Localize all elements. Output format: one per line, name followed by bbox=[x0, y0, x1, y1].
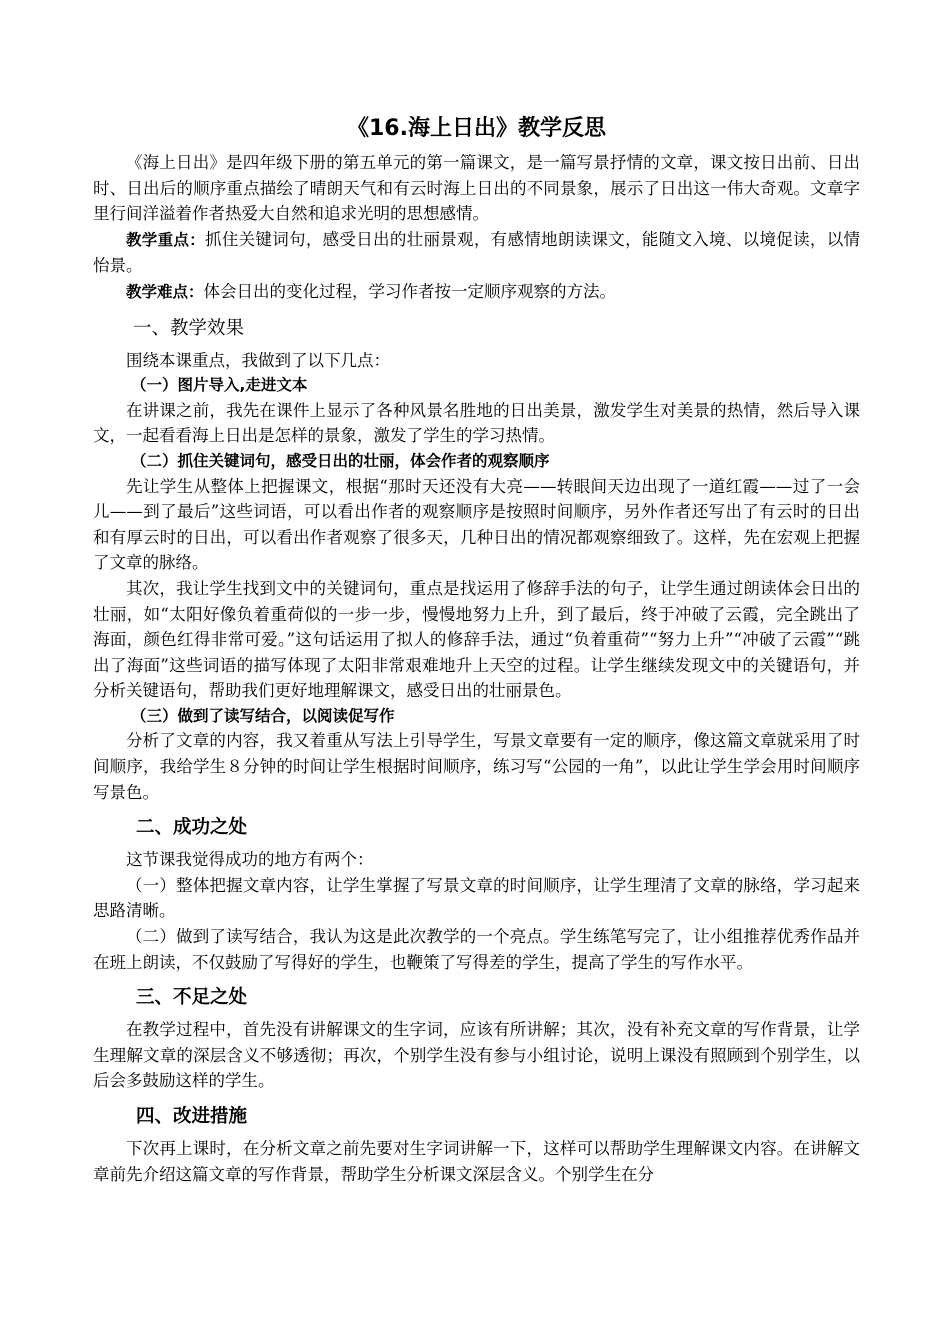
section1-lead: 围绕本课重点，我做到了以下几点： bbox=[126, 350, 390, 370]
difficult-point-text: 体会日出的变化过程，学习作者按一定顺序观察的方法。 bbox=[203, 281, 617, 301]
section3-text: 在教学过程中，首先没有讲解课文的生字词，应该有所讲解；其次，没有补充文章的写作背景，让学生理解文章的深层含义不够透彻；再次，个别学生没有参与小组讨论，说明上课没有照顾到个别学生，以后会多鼓励这样的学生。 bbox=[93, 1020, 860, 1091]
section2-item2: （二）做到了读写结合，我认为这是此次教学的一个亮点。学生练笔写完了，让小组推荐优秀作品并在班上朗读，不仅鼓励了写得好的学生，也鞭策了写得差的学生，提高了学生的写作水平。 bbox=[93, 927, 860, 972]
section2-lead: 这节课我觉得成功的地方有两个： bbox=[126, 850, 374, 870]
section1-sub1-text: 在讲课之前，我先在课件上显示了各种风景名胜地的日出美景，激发学生对美景的热情，然后导入课文，一起看看海上日出是怎样的景象，激发了学生的学习热情。 bbox=[93, 400, 860, 446]
section1-sub3-text: 分析了文章的内容，我又着重从写法上引导学生，写景文章要有一定的顺序，像这篇文章就采用了时间顺序，我给学生８分钟的时间让学生根据时间顺序，练习写“公园的一角”，以此让学生学会用时间顺序写景色。 bbox=[93, 731, 860, 802]
section-heading-shortcomings: 三、不足之处 bbox=[136, 987, 248, 1009]
section1-sub3-title: （三）做到了读写结合，以阅读促写作 bbox=[131, 706, 395, 725]
difficult-point-label: 教学难点： bbox=[126, 282, 204, 301]
section-heading-success: 二、成功之处 bbox=[136, 817, 248, 839]
section1-sub2-text1: 先让学生从整体上把握课文，根据“那时天还没有大亮——转眼间天边出现了一道红霞——过了一会儿——到了最后”这些词语，可以看出作者的观察顺序是按照时间顺序，另外作者还写出了有云时的日出和有厚云时的日出，可以看出作者观察了很多天，几种日出的情况都观察细致了。这样，先在宏观上把握了文章的脉络。 bbox=[93, 476, 860, 573]
section4-text: 下次再上课时，在分析文章之前先要对生字词讲解一下，这样可以帮助学生理解课文内容。在讲解文章前先介绍这篇文章的写作背景，帮助学生分析课文深层含义。个别学生在分 bbox=[93, 1139, 860, 1184]
intro-paragraph: 《海上日出》是四年级下册的第五单元的第一篇课文，是一篇写景抒情的文章，课文按日出前、日出时、日出后的顺序重点描绘了晴朗天气和有云时海上日出的不同景象，展示了日出这一伟大奇观。文章字里行间洋溢着作者热爱大自然和追求光明的思想感情。 bbox=[93, 153, 860, 224]
section2-item1: （一）整体把握文章内容，让学生掌握了写景文章的时间顺序，让学生理清了文章的脉络，学习起来思路清晰。 bbox=[93, 875, 860, 921]
document-body bbox=[93, 110, 860, 1187]
key-point-text: 抓住关键词句，感受日出的壮丽景观，有感情地朗读课文，能随文入境、以境促读，以情怡景。 bbox=[93, 229, 860, 276]
difficult-point-paragraph bbox=[93, 279, 860, 306]
key-point-paragraph bbox=[93, 227, 860, 279]
document-title: 《16.海上日出》教学反思 bbox=[347, 116, 606, 141]
key-point-label: 教学重点： bbox=[126, 230, 206, 249]
section-heading-teaching-effect: 一、教学效果 bbox=[133, 317, 245, 339]
section1-sub1-title: （一）图片导入,走进文本 bbox=[131, 376, 308, 395]
section1-sub2-text2: 其次，我让学生找到文中的关键词句，重点是找运用了修辞手法的句子，让学生通过朗读体会日出的壮丽，如“太阳好像负着重荷似的一步一步，慢慢地努力上升，到了最后，终于冲破了云霞，完全跳出了海面，颜色红得非常可爱。”这句话运用了拟人的修辞手法，通过“负着重荷”“努力上升”“冲破了云霞”“跳出了海面”这些词语的描写体现了太阳非常艰难地升上天空的过程。让学生继续发现文中的关键语句，并分析关键语句，帮助我们更好地理解课文，感受日出的壮丽景色。 bbox=[93, 578, 860, 701]
section1-sub2-title: （二）抓住关键词句，感受日出的壮丽，体会作者的观察顺序 bbox=[131, 451, 550, 470]
section-heading-improvements: 四、改进措施 bbox=[136, 1106, 248, 1127]
